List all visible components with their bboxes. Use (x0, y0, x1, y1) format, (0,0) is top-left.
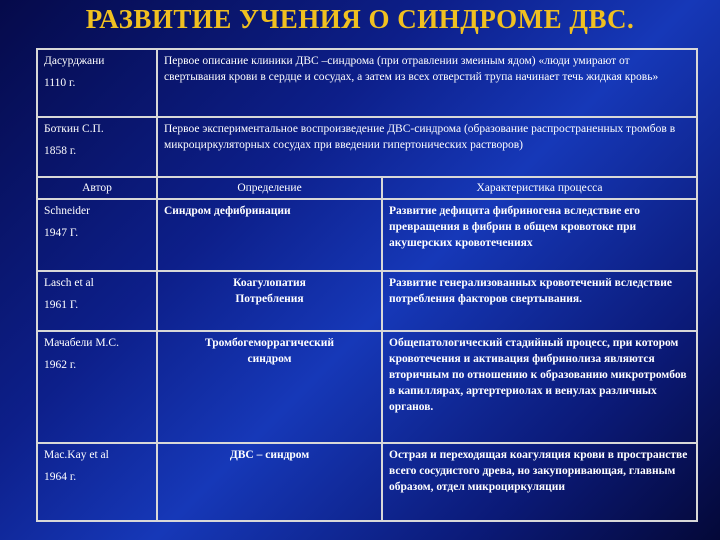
characteristic-cell: Острая и переходящая коагуляция крови в пространстве всего сосудистого древа, но закупоривающая, главным образом, отдел микроциркуляции (382, 443, 697, 521)
history-row (37, 49, 697, 117)
author-name: Mac.Kay et al (44, 449, 109, 461)
author-year: 1110 г. (44, 77, 76, 89)
definition-cell: Тромбогеморрагический синдром (157, 331, 382, 443)
page-title: РАЗВИТИЕ УЧЕНИЯ О СИНДРОМЕ ДВС. (85, 4, 635, 34)
author-year: 1962 г. (44, 359, 77, 371)
definition-cell: ДВС – синдром (157, 443, 382, 521)
characteristic-cell: Развитие дефицита фибриногена вследствие его превращения в фибрин в общем кровотоке при акушерских кровотечениях (382, 199, 697, 271)
definition-cell: Коагулопатия Потребления (157, 271, 382, 331)
table-row (37, 199, 697, 271)
header-characteristic: Характеристика процесса (382, 177, 697, 199)
header-definition: Определение (157, 177, 382, 199)
characteristic-cell: Развитие генерализованных кровотечений вследствие потребления факторов свертывания. (382, 271, 697, 331)
table-row (37, 331, 697, 443)
table-row (37, 443, 697, 521)
author-cell (37, 331, 157, 443)
author-name: Schneider (44, 205, 90, 217)
author-name: Дасурджани (44, 55, 105, 67)
author-name: Lasch et al (44, 277, 94, 289)
author-cell (37, 49, 157, 117)
author-year: 1961 Г. (44, 299, 79, 311)
author-year: 1964 г. (44, 471, 77, 483)
author-name: Мачабели М.С. (44, 337, 119, 349)
history-row (37, 117, 697, 177)
author-year: 1858 г. (44, 145, 77, 157)
author-cell (37, 443, 157, 521)
characteristic-cell: Общепатологический стадийный процесс, при котором кровотечения и активация фибринолиза являются вторичным по отношению к образованию микротромбов в капиллярах, артертериолах и венулах различных органов. (382, 331, 697, 443)
author-cell (37, 117, 157, 177)
header-author: Автор (37, 177, 157, 199)
header-row (37, 177, 697, 199)
table-row (37, 271, 697, 331)
history-table (36, 48, 698, 522)
definition-cell: Синдром дефибринации (157, 199, 382, 271)
history-text: Первое описание клиники ДВС –синдрома (при отравлении змеиным ядом) «люди умирают от свертывания крови в сердце и сосудах, а затем из всех отверстий трупа начинает течь жидкая кровь» (157, 49, 697, 117)
author-year: 1947 Г. (44, 227, 79, 239)
author-name: Боткин С.П. (44, 123, 104, 135)
history-text: Первое экспериментальное воспроизведение ДВС-синдрома (образование распространенных тромбов в микроциркуляторных сосудах при введении гипертонических растворов) (157, 117, 697, 177)
author-cell (37, 199, 157, 271)
author-cell (37, 271, 157, 331)
